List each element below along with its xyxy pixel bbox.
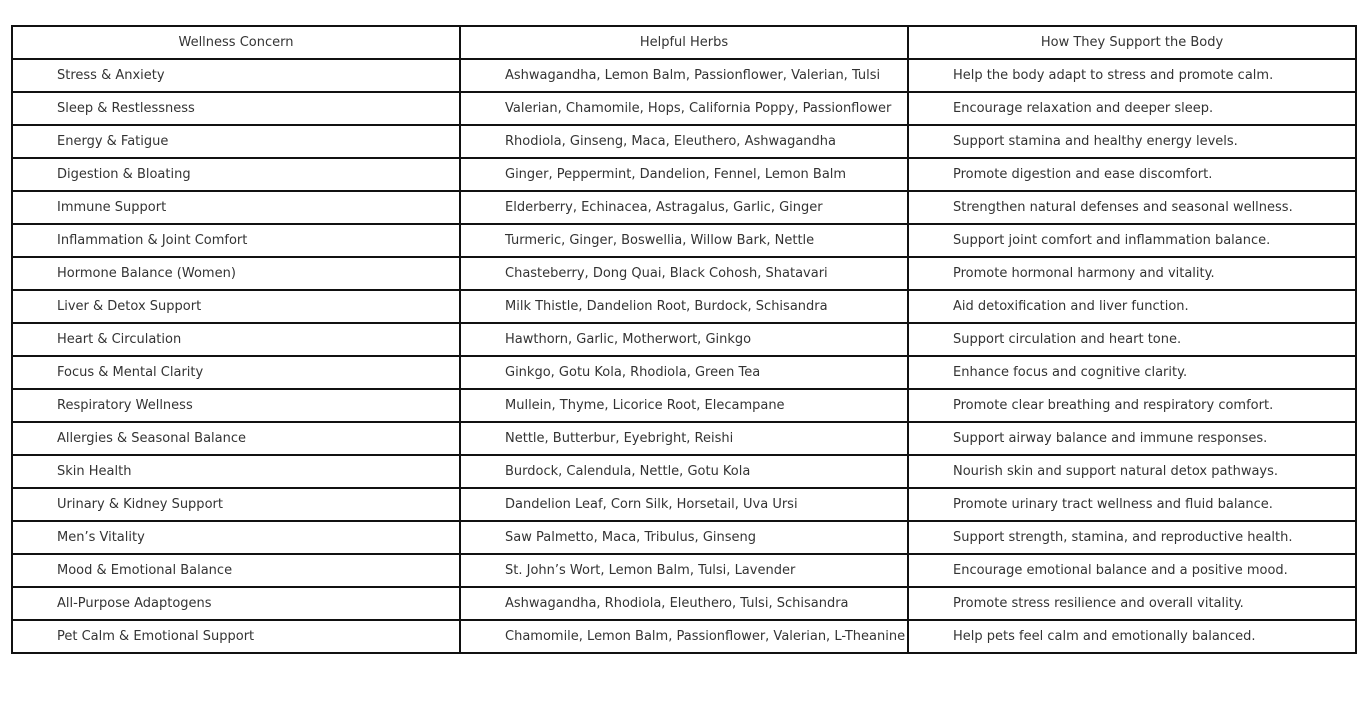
- cell-body-support: Promote hormonal harmony and vitality.: [908, 257, 1356, 290]
- table-row: [12, 323, 1356, 356]
- cell-wellness-concern: Hormone Balance (Women): [12, 257, 460, 290]
- cell-wellness-concern: Respiratory Wellness: [12, 389, 460, 422]
- cell-helpful-herbs: Turmeric, Ginger, Boswellia, Willow Bark, Nettle: [460, 224, 908, 257]
- cell-body-support: Help pets feel calm and emotionally balanced.: [908, 620, 1356, 653]
- cell-body-support: Encourage relaxation and deeper sleep.: [908, 92, 1356, 125]
- cell-helpful-herbs: Nettle, Butterbur, Eyebright, Reishi: [460, 422, 908, 455]
- cell-helpful-herbs: St. John’s Wort, Lemon Balm, Tulsi, Lavender: [460, 554, 908, 587]
- cell-wellness-concern: Pet Calm & Emotional Support: [12, 620, 460, 653]
- cell-body-support: Promote urinary tract wellness and fluid balance.: [908, 488, 1356, 521]
- table-row: [12, 356, 1356, 389]
- table-row: [12, 587, 1356, 620]
- table-row: [12, 554, 1356, 587]
- cell-helpful-herbs: Burdock, Calendula, Nettle, Gotu Kola: [460, 455, 908, 488]
- cell-wellness-concern: Energy & Fatigue: [12, 125, 460, 158]
- cell-helpful-herbs: Ashwagandha, Lemon Balm, Passionflower, Valerian, Tulsi: [460, 59, 908, 92]
- cell-body-support: Support airway balance and immune responses.: [908, 422, 1356, 455]
- header-helpful-herbs: Helpful Herbs: [460, 26, 908, 59]
- cell-helpful-herbs: Milk Thistle, Dandelion Root, Burdock, Schisandra: [460, 290, 908, 323]
- cell-helpful-herbs: Chasteberry, Dong Quai, Black Cohosh, Shatavari: [460, 257, 908, 290]
- cell-body-support: Support strength, stamina, and reproductive health.: [908, 521, 1356, 554]
- header-how-they-support: How They Support the Body: [908, 26, 1356, 59]
- cell-body-support: Enhance focus and cognitive clarity.: [908, 356, 1356, 389]
- cell-wellness-concern: Allergies & Seasonal Balance: [12, 422, 460, 455]
- cell-helpful-herbs: Chamomile, Lemon Balm, Passionflower, Valerian, L-Theanine: [460, 620, 908, 653]
- cell-helpful-herbs: Elderberry, Echinacea, Astragalus, Garlic, Ginger: [460, 191, 908, 224]
- cell-body-support: Help the body adapt to stress and promote calm.: [908, 59, 1356, 92]
- table-row: [12, 224, 1356, 257]
- cell-helpful-herbs: Valerian, Chamomile, Hops, California Poppy, Passionflower: [460, 92, 908, 125]
- cell-body-support: Support circulation and heart tone.: [908, 323, 1356, 356]
- cell-body-support: Support joint comfort and inflammation balance.: [908, 224, 1356, 257]
- cell-helpful-herbs: Dandelion Leaf, Corn Silk, Horsetail, Uva Ursi: [460, 488, 908, 521]
- cell-helpful-herbs: Mullein, Thyme, Licorice Root, Elecampane: [460, 389, 908, 422]
- cell-wellness-concern: Skin Health: [12, 455, 460, 488]
- table-header-row: [12, 26, 1356, 59]
- cell-helpful-herbs: Hawthorn, Garlic, Motherwort, Ginkgo: [460, 323, 908, 356]
- herb-wellness-table-container: [11, 25, 1355, 654]
- table-row: [12, 488, 1356, 521]
- cell-wellness-concern: Heart & Circulation: [12, 323, 460, 356]
- table-row: [12, 191, 1356, 224]
- cell-wellness-concern: Focus & Mental Clarity: [12, 356, 460, 389]
- table-body: [12, 59, 1356, 653]
- cell-body-support: Aid detoxification and liver function.: [908, 290, 1356, 323]
- cell-wellness-concern: All-Purpose Adaptogens: [12, 587, 460, 620]
- table-row: [12, 59, 1356, 92]
- table-row: [12, 257, 1356, 290]
- cell-helpful-herbs: Ashwagandha, Rhodiola, Eleuthero, Tulsi, Schisandra: [460, 587, 908, 620]
- table-row: [12, 158, 1356, 191]
- cell-wellness-concern: Stress & Anxiety: [12, 59, 460, 92]
- cell-helpful-herbs: Rhodiola, Ginseng, Maca, Eleuthero, Ashwagandha: [460, 125, 908, 158]
- table-row: [12, 92, 1356, 125]
- cell-wellness-concern: Immune Support: [12, 191, 460, 224]
- cell-body-support: Support stamina and healthy energy levels.: [908, 125, 1356, 158]
- table-row: [12, 290, 1356, 323]
- cell-body-support: Strengthen natural defenses and seasonal wellness.: [908, 191, 1356, 224]
- header-wellness-concern: Wellness Concern: [12, 26, 460, 59]
- table-row: [12, 620, 1356, 653]
- cell-wellness-concern: Urinary & Kidney Support: [12, 488, 460, 521]
- cell-helpful-herbs: Saw Palmetto, Maca, Tribulus, Ginseng: [460, 521, 908, 554]
- table-row: [12, 422, 1356, 455]
- cell-wellness-concern: Inflammation & Joint Comfort: [12, 224, 460, 257]
- cell-wellness-concern: Liver & Detox Support: [12, 290, 460, 323]
- table-row: [12, 521, 1356, 554]
- cell-body-support: Promote digestion and ease discomfort.: [908, 158, 1356, 191]
- cell-wellness-concern: Mood & Emotional Balance: [12, 554, 460, 587]
- herb-wellness-table: [11, 25, 1357, 654]
- table-row: [12, 125, 1356, 158]
- table-row: [12, 389, 1356, 422]
- cell-wellness-concern: Digestion & Bloating: [12, 158, 460, 191]
- cell-helpful-herbs: Ginger, Peppermint, Dandelion, Fennel, Lemon Balm: [460, 158, 908, 191]
- cell-wellness-concern: Sleep & Restlessness: [12, 92, 460, 125]
- cell-body-support: Promote clear breathing and respiratory comfort.: [908, 389, 1356, 422]
- cell-wellness-concern: Men’s Vitality: [12, 521, 460, 554]
- cell-body-support: Encourage emotional balance and a positive mood.: [908, 554, 1356, 587]
- cell-body-support: Promote stress resilience and overall vitality.: [908, 587, 1356, 620]
- table-row: [12, 455, 1356, 488]
- cell-helpful-herbs: Ginkgo, Gotu Kola, Rhodiola, Green Tea: [460, 356, 908, 389]
- cell-body-support: Nourish skin and support natural detox pathways.: [908, 455, 1356, 488]
